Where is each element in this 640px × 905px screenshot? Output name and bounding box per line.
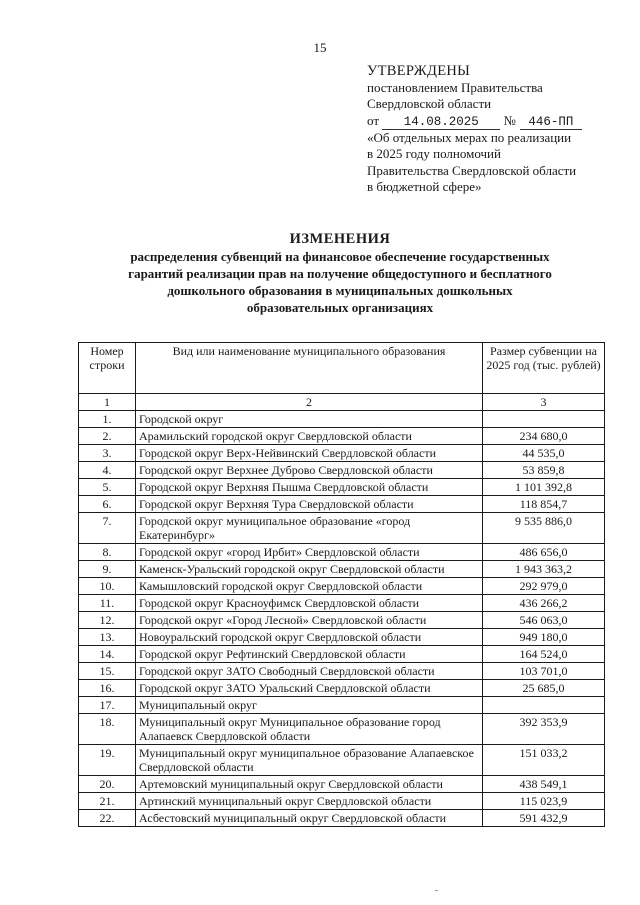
amount-cell: 392 353,9 <box>483 714 605 745</box>
approval-line-1: постановлением Правительства <box>367 79 543 95</box>
municipality-cell: Городской округ Верхнее Дуброво Свердловской области <box>136 462 483 479</box>
amount-cell: 1 101 392,8 <box>483 479 605 496</box>
municipality-cell: Городской округ <box>136 411 483 428</box>
table-row <box>79 663 605 680</box>
municipality-cell: Артемовский муниципальный округ Свердловской области <box>136 776 483 793</box>
table-row <box>79 595 605 612</box>
row-number-cell: 1. <box>79 411 136 428</box>
table-row <box>79 680 605 697</box>
amount-cell: 44 535,0 <box>483 445 605 462</box>
document-subtitle-line-4: образовательных организациях <box>246 300 434 315</box>
municipality-cell: Городской округ Верхняя Тура Свердловской области <box>136 496 483 513</box>
table-row <box>79 612 605 629</box>
table-row <box>79 513 605 544</box>
scan-speck <box>435 890 438 891</box>
approved-heading: УТВЕРЖДЕНЫ <box>367 63 471 79</box>
document-title-main: ИЗМЕНЕНИЯ <box>289 231 391 247</box>
table-row <box>79 629 605 646</box>
table-row <box>79 411 605 428</box>
municipality-cell: Городской округ «город Ирбит» Свердловской области <box>136 544 483 561</box>
table-row <box>79 745 605 776</box>
amount-cell: 164 524,0 <box>483 646 605 663</box>
row-number-cell: 8. <box>79 544 136 561</box>
document-subtitle-line-2: гарантий реализации прав на получение общедоступного и бесплатного <box>128 266 552 281</box>
amount-cell: 53 859,8 <box>483 462 605 479</box>
table-row <box>79 561 605 578</box>
row-number-cell: 9. <box>79 561 136 578</box>
table-row <box>79 714 605 745</box>
row-number-cell: 6. <box>79 496 136 513</box>
table-row <box>79 544 605 561</box>
index-col-2: 2 <box>136 394 483 411</box>
table-row <box>79 445 605 462</box>
table-index-row <box>79 394 605 411</box>
table-row <box>79 428 605 445</box>
row-number-cell: 11. <box>79 595 136 612</box>
municipality-cell: Городской округ муниципальное образование «город Екатеринбург» <box>136 513 483 544</box>
amount-cell: 234 680,0 <box>483 428 605 445</box>
document-subtitle-line-3: дошкольного образования в муниципальных дошкольных <box>167 283 513 298</box>
row-number-cell: 17. <box>79 697 136 714</box>
resolution-title-line-2: в 2025 году полномочий <box>367 146 501 161</box>
amount-cell: 292 979,0 <box>483 578 605 595</box>
document-subtitle-line-1: распределения субвенций на финансовое обеспечение государственных <box>130 249 550 264</box>
row-number-cell: 15. <box>79 663 136 680</box>
amount-cell: 438 549,1 <box>483 776 605 793</box>
municipality-cell: Каменск-Уральский городской округ Свердловской области <box>136 561 483 578</box>
amount-cell: 591 432,9 <box>483 810 605 827</box>
amount-cell: 436 266,2 <box>483 595 605 612</box>
amount-cell: 115 023,9 <box>483 793 605 810</box>
table-row <box>79 496 605 513</box>
resolution-title-line-1: «Об отдельных мерах по реализации <box>367 129 572 145</box>
municipality-cell: Муниципальный округ Муниципальное образование город Алапаевск Свердловской области <box>136 714 483 745</box>
row-number-cell: 14. <box>79 646 136 663</box>
amount-cell <box>483 697 605 714</box>
municipality-cell: Новоуральский городской округ Свердловской области <box>136 629 483 646</box>
municipality-cell: Городской округ ЗАТО Свободный Свердловской области <box>136 663 483 680</box>
municipality-cell: Камышловский городской округ Свердловской области <box>136 578 483 595</box>
amount-cell: 151 033,2 <box>483 745 605 776</box>
resolution-title-line-3: Правительства Свердловской области <box>367 162 577 178</box>
table-row <box>79 793 605 810</box>
resolution-title-line-4: в бюджетной сфере» <box>367 179 482 194</box>
municipality-cell: Муниципальный округ муниципальное образование Алапаевское Свердловской области <box>136 745 483 776</box>
amount-cell <box>483 411 605 428</box>
approval-date: 14.08.2025 <box>382 115 500 130</box>
municipality-cell: Муниципальный округ <box>136 697 483 714</box>
amount-cell: 546 063,0 <box>483 612 605 629</box>
row-number-cell: 5. <box>79 479 136 496</box>
row-number-cell: 4. <box>79 462 136 479</box>
from-label: от <box>367 112 380 128</box>
index-col-3: 3 <box>483 394 605 411</box>
municipality-cell: Арамильский городской округ Свердловской области <box>136 428 483 445</box>
municipality-cell: Городской округ Красноуфимск Свердловской области <box>136 595 483 612</box>
municipality-cell: Городской округ «Город Лесной» Свердловской области <box>136 612 483 629</box>
municipality-cell: Городской округ Рефтинский Свердловской области <box>136 646 483 663</box>
table-row <box>79 462 605 479</box>
document-title <box>60 230 620 316</box>
page-number: 15 <box>313 40 327 55</box>
table-row <box>79 697 605 714</box>
header-row-number: Номер строки <box>79 343 136 394</box>
row-number-cell: 22. <box>79 810 136 827</box>
header-municipality: Вид или наименование муниципального образования <box>136 343 483 394</box>
table-row <box>79 578 605 595</box>
amount-cell: 1 943 363,2 <box>483 561 605 578</box>
row-number-cell: 13. <box>79 629 136 646</box>
row-number-cell: 10. <box>79 578 136 595</box>
row-number-cell: 19. <box>79 745 136 776</box>
table-body <box>79 411 605 827</box>
table-row <box>79 646 605 663</box>
index-col-1: 1 <box>79 394 136 411</box>
table-row <box>79 776 605 793</box>
table-row <box>79 479 605 496</box>
approval-line-2: Свердловской области <box>367 96 492 111</box>
subvention-table <box>78 342 605 827</box>
row-number-cell: 2. <box>79 428 136 445</box>
row-number-cell: 18. <box>79 714 136 745</box>
amount-cell: 103 701,0 <box>483 663 605 680</box>
approval-stamp <box>367 63 617 196</box>
row-number-cell: 21. <box>79 793 136 810</box>
row-number-cell: 7. <box>79 513 136 544</box>
number-label: № <box>503 112 516 128</box>
table-header-row <box>79 343 605 394</box>
table-row <box>79 810 605 827</box>
municipality-cell: Городской округ Верх-Нейвинский Свердловской области <box>136 445 483 462</box>
row-number-cell: 12. <box>79 612 136 629</box>
municipality-cell: Асбестовский муниципальный округ Свердловской области <box>136 810 483 827</box>
amount-cell: 9 535 886,0 <box>483 513 605 544</box>
approval-date-line <box>367 113 617 130</box>
municipality-cell: Городской округ ЗАТО Уральский Свердловской области <box>136 680 483 697</box>
municipality-cell: Городской округ Верхняя Пышма Свердловской области <box>136 479 483 496</box>
amount-cell: 118 854,7 <box>483 496 605 513</box>
municipality-cell: Артинский муниципальный округ Свердловской области <box>136 793 483 810</box>
amount-cell: 25 685,0 <box>483 680 605 697</box>
row-number-cell: 16. <box>79 680 136 697</box>
row-number-cell: 3. <box>79 445 136 462</box>
row-number-cell: 20. <box>79 776 136 793</box>
amount-cell: 949 180,0 <box>483 629 605 646</box>
approval-number: 446-ПП <box>520 115 582 130</box>
amount-cell: 486 656,0 <box>483 544 605 561</box>
header-amount: Размер субвенции на 2025 год (тыс. рублей) <box>483 343 605 394</box>
